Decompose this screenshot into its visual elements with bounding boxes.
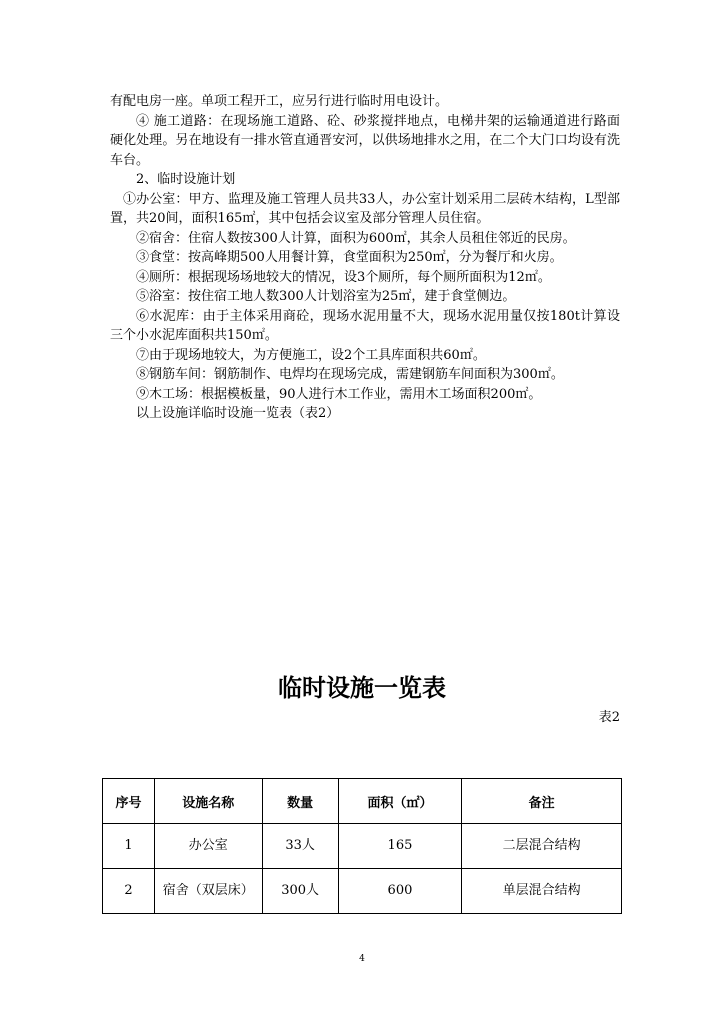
- paragraph: ⑨木工场：根据模板量，90人进行木工作业，需用木工场面积200㎡。: [136, 386, 542, 402]
- table-cell: 1: [103, 824, 155, 869]
- paragraph: 以上设施详临时设施一览表（表2）: [136, 406, 340, 421]
- table-cell: 宿舍（双层床）: [154, 869, 262, 914]
- paragraph: ③食堂：按高峰期500人用餐计算，食堂面积为250㎡，分为餐厅和火房。: [136, 250, 563, 265]
- table-cell: 600: [338, 869, 462, 914]
- header-cell: 设施名称: [154, 779, 262, 824]
- paragraph: ⑤浴室：按住宿工地人数300人计划浴室为25㎡，建于食堂侧边。: [136, 289, 516, 304]
- table-cell: 33人: [262, 824, 338, 869]
- table-row: [103, 824, 622, 869]
- paragraph: ④厕所：根据现场场地较大的情况，设3个厕所，每个厕所面积为12㎡。: [136, 269, 551, 285]
- table-header-row: [103, 779, 622, 824]
- table-cell: 165: [338, 824, 462, 869]
- paragraph: ①办公室：甲方、监理及施工管理人员共33人，办公室计划采用二层砖木结构，L型部置，共20间，面积165㎡，其中包括会议室及部分管理人员住宿。: [110, 191, 620, 226]
- paragraph: ④ 施工道路：在现场施工道路、砼、砂浆搅拌地点，电梯井架的运输通道进行路面硬化处理。另在地设有一排水管直通晋安河，以供场地排水之用，在二个大门口均设有洗车台。: [110, 113, 620, 168]
- table-title: 临时设施一览表: [278, 674, 446, 702]
- header-cell: 面积（㎡）: [338, 779, 462, 824]
- header-cell: 序号: [103, 779, 155, 824]
- table-label: 表2: [598, 710, 620, 725]
- facilities-table: [102, 778, 622, 914]
- page-number: 4: [359, 954, 365, 964]
- table-cell: 办公室: [154, 824, 262, 869]
- paragraph: ②宿舍：住宿人数按300人计算，面积为600㎡，其余人员租住邻近的民房。: [136, 230, 576, 246]
- table-cell: 2: [103, 869, 155, 914]
- header-cell: 数量: [262, 779, 338, 824]
- section-heading: 2、临时设施计划: [136, 172, 236, 187]
- table-cell: 二层混合结构: [462, 824, 622, 869]
- paragraph: ⑥水泥库：由于主体采用商砼，现场水泥用量不大，现场水泥用量仅按180t计算设三个小水泥库面积共150㎡。: [110, 308, 620, 343]
- paragraph: ⑧钢筋车间：钢筋制作、电焊均在现场完成，需建钢筋车间面积为300㎡。: [136, 367, 564, 382]
- header-cell: 备注: [462, 779, 622, 824]
- paragraph: ⑦由于现场地较大，为方便施工，设2个工具库面积共60㎡。: [136, 347, 486, 363]
- table-row: [103, 869, 622, 914]
- table-cell: 单层混合结构: [462, 869, 622, 914]
- paragraph: 有配电房一座。单项工程开工，应另行进行临时用电设计。: [110, 94, 449, 109]
- table-cell: 300人: [262, 869, 338, 914]
- body-text: [110, 92, 620, 424]
